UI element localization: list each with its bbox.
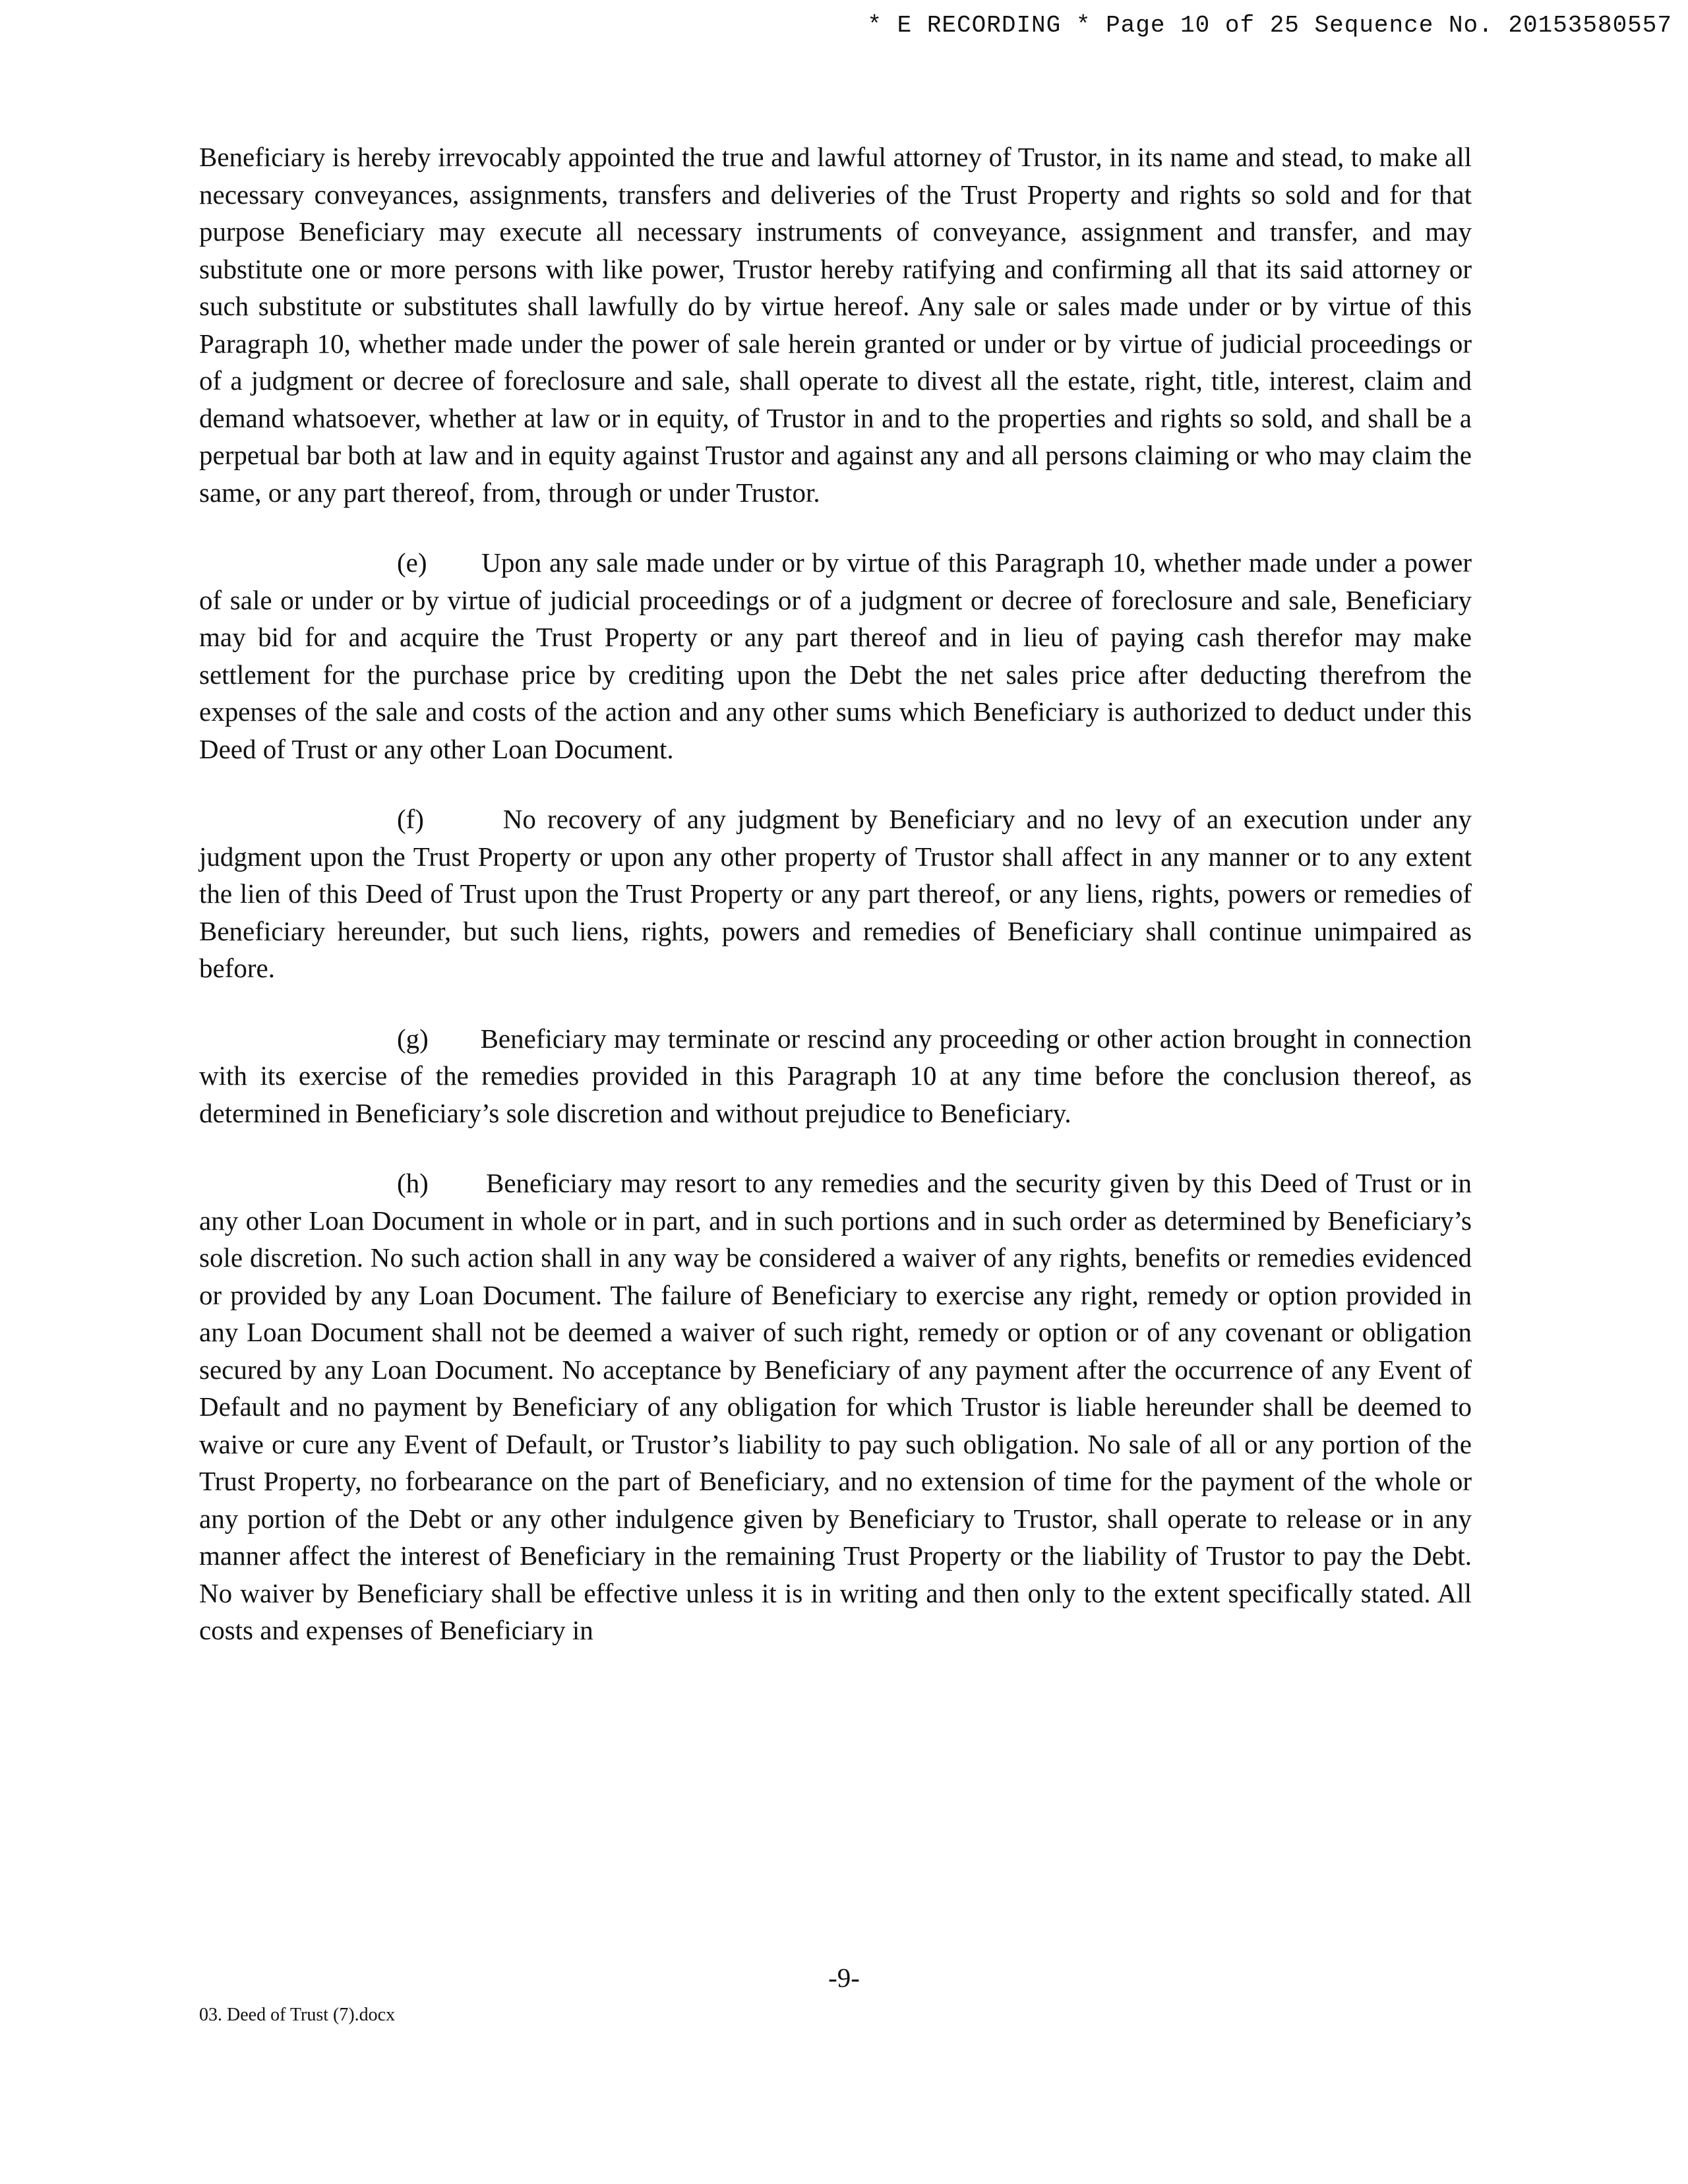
paragraph-e: (e) Upon any sale made under or by virtue of this Paragraph 10, whether made under a power of sale or under or by virtue of judicial proceedings or of a judgment or decree of foreclosure and sale, Beneficiary may bid for and acquire the Trust Property or any part thereof and in lieu of paying cash therefor may make settlement for the purchase price by crediting upon the Debt the net sales price after deducting therefrom the expenses of the sale and costs of the action and any other sums which Beneficiary is authorized to deduct under this Deed of Trust or any other Loan Document. xyxy=(199,547,1472,764)
paragraph-h: (h) Beneficiary may resort to any remedies and the security given by this Deed of Trust or in any other Loan Document in whole or in part, and in such portions and in such order as determined by Beneficiary’s sole discretion. No such action shall in any way be considered a waiver of any rights, benefits or remedies evidenced or provided by any Loan Document. The failure of Beneficiary to exercise any right, remedy or option provided in any Loan Document shall not be deemed a waiver of such right, remedy or option or of any covenant or obligation secured by any Loan Document. No acceptance by Beneficiary of any payment after the occurrence of any Event of Default and no payment by Beneficiary of any obligation for which Trustor is liable hereunder shall be deemed to waive or cure any Event of Default, or Trustor’s liability to pay such obligation. No sale of all or any portion of the Trust Property, no forbearance on the part of Beneficiary, and no extension of time for the payment of the whole or any portion of the Debt or any other indulgence given by Beneficiary to Trustor, shall operate to release or in any manner affect the interest of Beneficiary in the remaining Trust Property or the liability of Trustor to pay the Debt. No waiver by Beneficiary shall be effective unless it is in writing and then only to the extent specifically stated. All costs and expenses of Beneficiary in xyxy=(199,1168,1472,1645)
page-number: -9- xyxy=(828,1962,860,1993)
paragraph-f: (f) No recovery of any judgment by Beneficiary and no levy of an execution under any judgment upon the Trust Property or upon any other property of Trustor shall affect in any manner or to any extent the lien of this Deed of Trust upon the Trust Property or any part thereof, or any liens, rights, powers or remedies of Beneficiary hereunder, but such liens, rights, powers and remedies of Beneficiary shall continue unimpaired as before. xyxy=(199,804,1472,983)
recording-header: * E RECORDING * Page 10 of 25 Sequence No. 20153580557 xyxy=(867,12,1672,39)
paragraph-continuation: Beneficiary is hereby irrevocably appointed the true and lawful attorney of Trustor, in its name and stead, to make all necessary conveyances, assignments, transfers and deliveries of the Trust Property and rights so sold and for that purpose Beneficiary may execute all necessary instruments of conveyance, assignment and transfer, and may substitute one or more persons with like power, Trustor hereby ratifying and confirming all that its said attorney or such substitute or substitutes shall lawfully do by virtue hereof. Any sale or sales made under or by virtue of this Paragraph 10, whether made under the power of sale herein granted or under or by virtue of judicial proceedings or of a judgment or decree of foreclosure and sale, shall operate to divest all the estate, right, title, interest, claim and demand whatsoever, whether at law or in equity, of Trustor in and to the properties and rights so sold, and shall be a perpetual bar both at law and in equity against Trustor and against any and all persons claiming or who may claim the same, or any part thereof, from, through or under Trustor. xyxy=(199,142,1472,508)
document-body xyxy=(199,138,1472,1682)
paragraph-g: (g) Beneficiary may terminate or rescind any proceeding or other action brought in connection with its exercise of the remedies provided in this Paragraph 10 at any time before the conclusion thereof, as determined in Beneficiary’s sole discretion and without prejudice to Beneficiary. xyxy=(199,1023,1472,1128)
footer-filename: 03. Deed of Trust (7).docx xyxy=(199,2005,396,2025)
